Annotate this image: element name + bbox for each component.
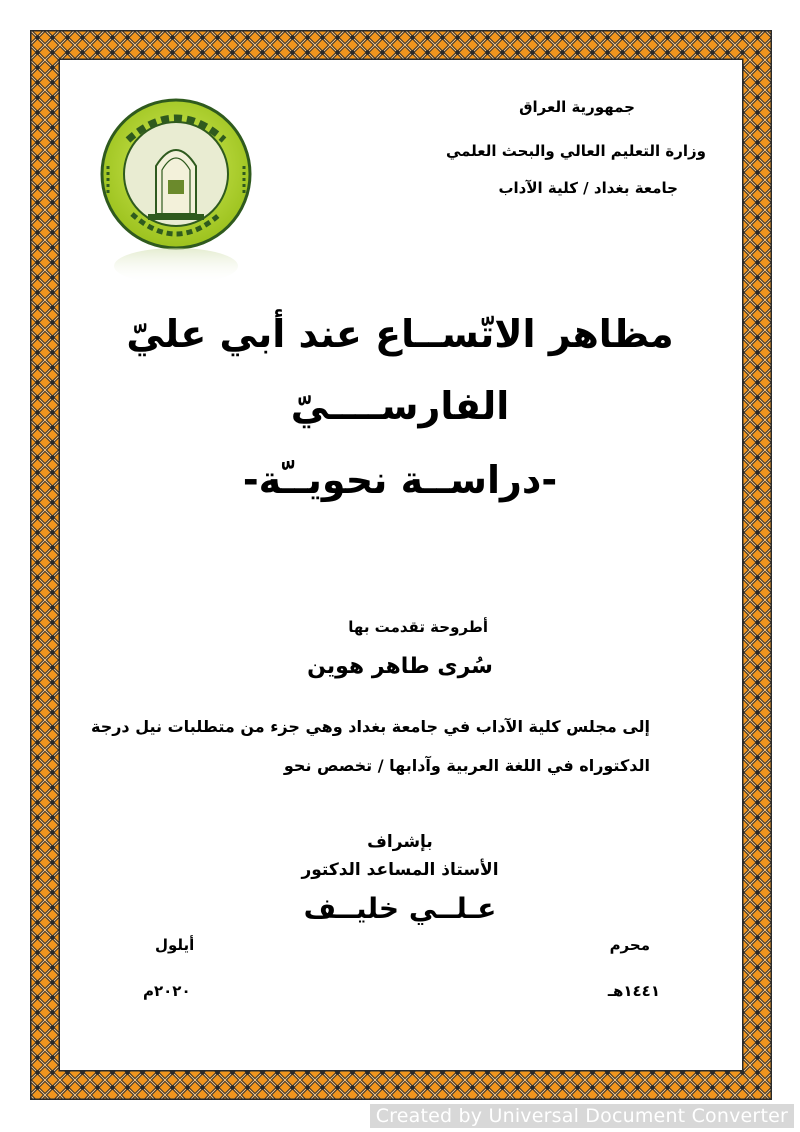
thesis-title-line3: -دراســة نحويــّة- [242,458,558,502]
thesis-title-line2: الفارســــيّ [290,384,510,428]
supervisor-title: الأستاذ المساعد الدكتور [301,860,499,880]
converter-watermark: Created by Universal Document Converter [370,1104,794,1128]
submission-intro: أطروحة تقدمت بها [348,618,488,636]
hijri-month: محرم [609,936,650,954]
author-name: سُرى طاهر هوين [307,654,493,679]
college-of-arts-seal-icon [88,96,264,286]
gregorian-month: أيلول [155,936,195,954]
submission-paragraph-line1: إلى مجلس كلية الآداب في جامعة بغداد وهي جزء من متطلبات نيل درجة [90,717,650,736]
university-line: جامعة بغداد / كلية الآداب [498,179,678,197]
ministry-line: وزارة التعليم العالي والبحث العلمي [445,142,706,160]
hijri-year: ١٤٤١هـ [607,982,660,1000]
country-line: جمهورية العراق [519,98,635,116]
gregorian-year: ٢٠٢٠م [143,982,191,1000]
supervisor-name: عـلــي خليــف [303,892,497,925]
supervision-label: بإشراف [367,832,433,852]
thesis-title-line1: مظاهر الاتّســاع عند أبي عليّ [126,312,674,356]
submission-paragraph-line2: الدكتوراه في اللغة العربية وآدابها / تخصص نحو [283,756,650,775]
